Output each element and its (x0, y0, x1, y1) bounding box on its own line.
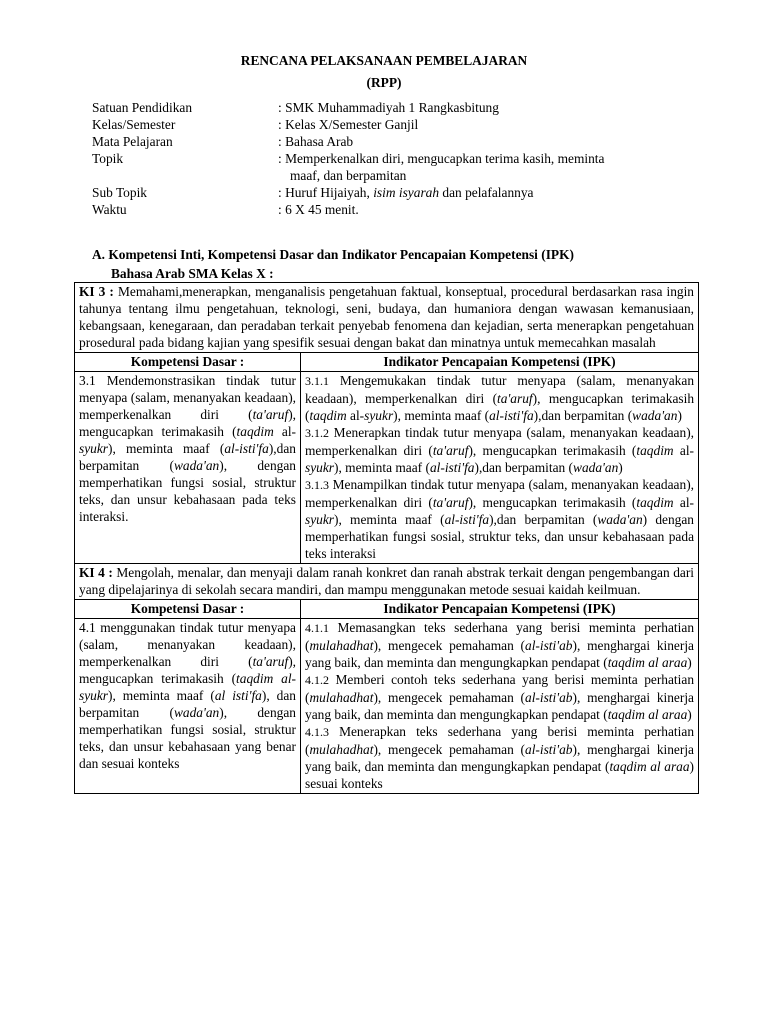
text-run: Mengemukakan tindak tutur menyapa (salam, menanyakan keadaan), memperkenalkan diri ( (305, 373, 695, 406)
text-run: ), mengucapkan terimakasih ( (79, 407, 296, 439)
italic-term: wada'an (173, 705, 220, 720)
text-run: ), dengan memperhatikan fungsi sosial, struktur teks, dan unsur kebahasaan pada teks interaksi. (79, 458, 296, 524)
italic-term: taqdim al araa (607, 707, 688, 722)
ki4-cell (75, 564, 699, 600)
italic-term: wada'an (632, 408, 678, 423)
info-value-continuation: maaf, dan berpamitan (290, 168, 407, 183)
ipk-item (305, 619, 694, 671)
info-value (278, 150, 712, 184)
text-run: ), dengan memperhatikan fungsi sosial, struktur teks, dan unsur kebahasaan yang benar dan sesuai konteks (79, 705, 296, 771)
text-run: ) (677, 408, 682, 423)
text-run: al- (673, 495, 694, 510)
italic-term: al-isti'fa (429, 460, 475, 475)
text-run: ), meminta maaf ( (334, 512, 445, 527)
info-value (278, 184, 712, 201)
kd3-cell (75, 372, 301, 564)
text-run: ),dan berpamitan ( (79, 441, 296, 473)
italic-term: taqdim al- syukr (79, 671, 296, 703)
document-subtitle: (RPP) (366, 75, 402, 90)
italic-term: mulahadhat (309, 690, 374, 705)
ipk-number: 4.1.1 (305, 621, 329, 635)
text-run: ), mengucapkan terimakasih ( (305, 391, 695, 423)
italic-term: syukr (305, 512, 335, 527)
text-run: ), meminta maaf ( (393, 408, 490, 423)
italic-term: taqdim (636, 443, 674, 458)
info-value-italic: isim isyarah (373, 185, 440, 200)
document-title: RENCANA PELAKSANAAN PEMBELAJARAN (240, 53, 528, 68)
ipk-header: Indikator Pencapaian Kompetensi (IPK) (301, 353, 699, 372)
text-run: ) sesuai konteks (305, 759, 695, 791)
italic-term: ta'aruf (252, 407, 289, 422)
info-label: Waktu (92, 202, 127, 217)
text-run: ), mengecek pemahaman ( (373, 690, 525, 705)
ipk-item (305, 671, 694, 723)
italic-term: ta'aruf (497, 391, 533, 406)
italic-term: wada'an (597, 512, 643, 527)
kd-header: Kompetensi Dasar : (75, 600, 301, 619)
ipk-item (305, 424, 694, 476)
text-run: ), menghargai kinerja yang baik, dan meminta dan mengungkapkan pendapat ( (305, 690, 695, 722)
italic-term: al-isti'fa (444, 512, 490, 527)
info-label: Satuan Pendidikan (92, 100, 193, 115)
info-label: Mata Pelajaran (92, 134, 173, 149)
header-row (75, 600, 699, 619)
kd3-row (75, 372, 699, 564)
ipk-item (305, 723, 694, 792)
ipk3-cell (301, 372, 699, 564)
section-a-heading: A. Kompetensi Inti, Kompetensi Dasar dan Indikator Pencapaian Kompetensi (IPK) (92, 247, 574, 262)
text-run: al- (346, 408, 365, 423)
identity-block (92, 99, 712, 218)
competency-table (74, 282, 699, 794)
text-run: ), meminta maaf ( (108, 688, 215, 703)
italic-term: al isti'fa (214, 688, 262, 703)
info-row (92, 201, 712, 218)
text-run: al- (273, 424, 296, 439)
text-run: 4.1 menggunakan tindak tutur menyapa (salam, menanyakan keadaan), memperkenalkan diri ( (79, 620, 296, 669)
text-run: Memberi contoh teks sederhana yang berisi meminta perhatian ( (305, 672, 695, 705)
italic-term: syukr (79, 441, 109, 456)
text-run: ), menghargai kinerja yang baik, dan meminta dan mengungkapkan pendapat ( (305, 742, 695, 774)
ki3-text: Memahami,menerapkan, menganalisis pengetahuan faktual, konseptual, procedural berdasarkan rasa ingin tahunya tentang ilmu pengetahuan, teknologi, seni, budaya, dan humaniora dengan wawasan kemanusiaan, kebangsaan, kenegaraan, dan peradaban terkait penyebab fenomena dan kejadian, serta menerapkan pengetahuan prosedural pada bidang kajian yang spesifik sesuai dengan bakat dan minatnya untuk memecahkan masalah (79, 284, 695, 350)
text-run: ), mengucapkan terimakasih ( (79, 654, 296, 686)
ipk-number: 4.1.2 (305, 673, 329, 687)
ki3-label: KI 3 : (79, 284, 114, 299)
info-value: : Bahasa Arab (278, 134, 354, 149)
ki4-text: Mengolah, menalar, dan menyaji dalam ranah konkret dan ranah abstrak terkait dengan pengembangan dari yang dipelajarinya di sekolah secara mandiri, dan mampu menggunakan metode sesuai kaidah keilmuan. (79, 565, 695, 597)
info-row (92, 99, 712, 116)
text-run: ), mengucapkan terimakasih ( (468, 443, 637, 458)
text-run: ), meminta maaf ( (334, 460, 430, 475)
info-value: : SMK Muhammadiyah 1 Rangkasbitung (278, 100, 499, 115)
ipk-header: Indikator Pencapaian Kompetensi (IPK) (301, 600, 699, 619)
info-label: Topik (92, 151, 124, 166)
ki3-row (75, 283, 699, 353)
text-run: ) dengan memperhatikan fungsi sosial, struktur teks, dan unsur kebahasaan pada teks interaksi (305, 512, 695, 561)
text-run: ), mengucapkan terimakasih ( (468, 495, 637, 510)
text-run: ) (687, 707, 692, 722)
text-run: ),dan berpamitan ( (489, 512, 598, 527)
text-run: Menerapkan teks sederhana yang berisi meminta perhatian ( (305, 724, 695, 757)
italic-term: wada'an (573, 460, 619, 475)
italic-term: syukr (364, 408, 394, 423)
info-row (92, 150, 712, 184)
text-run: ), dan berpamitan ( (79, 688, 296, 720)
italic-term: taqdim al araa (607, 655, 688, 670)
ipk-number: 3.1.1 (305, 374, 329, 388)
italic-term: wada'an (173, 458, 220, 473)
kd4-row (75, 619, 699, 794)
ipk-item (305, 476, 694, 562)
italic-term: al-isti'fa (224, 441, 269, 456)
italic-term: mulahadhat (309, 742, 374, 757)
italic-term: al-isti'ab (525, 690, 573, 705)
text-run: al- (673, 443, 694, 458)
ki4-label: KI 4 : (79, 565, 113, 580)
ki3-cell (75, 283, 699, 353)
section-a-subheading: Bahasa Arab SMA Kelas X : (111, 266, 274, 281)
ipk4-cell (301, 619, 699, 794)
italic-term: ta'aruf (252, 654, 289, 669)
info-value-part: : Huruf Hijaiyah, (278, 185, 374, 200)
ki4-row (75, 564, 699, 600)
kd-header: Kompetensi Dasar : (75, 353, 301, 372)
info-row (92, 184, 712, 201)
italic-term: ta'aruf (432, 443, 469, 458)
italic-term: taqdim (236, 424, 274, 439)
kd4-cell (75, 619, 301, 794)
text-run: ), meminta maaf ( (108, 441, 225, 456)
info-value: : Kelas X/Semester Ganjil (278, 117, 419, 132)
italic-term: taqdim (636, 495, 674, 510)
info-value-part: dan pelafalannya (439, 185, 534, 200)
text-run: ),dan berpamitan ( (474, 460, 574, 475)
text-run: ) (687, 655, 692, 670)
italic-term: mulahadhat (309, 638, 374, 653)
italic-term: syukr (305, 460, 335, 475)
italic-term: al-isti'ab (525, 638, 573, 653)
italic-term: taqdim al araa (609, 759, 690, 774)
text-run: ) (618, 460, 623, 475)
text-run: 3.1 Mendemonstrasikan tindak tutur menyapa (salam, menanyakan keadaan), memperkenalkan diri ( (79, 373, 296, 422)
italic-term: taqdim (309, 408, 347, 423)
text-run: ), menghargai kinerja yang baik, dan meminta dan mengungkapkan pendapat ( (305, 638, 695, 670)
info-value: : 6 X 45 menit. (278, 202, 359, 217)
text-run: Menampilkan tindak tutur menyapa (salam, menanyakan keadaan), memperkenalkan diri ( (305, 477, 695, 510)
info-row (92, 133, 712, 150)
info-value-line: : Memperkenalkan diri, mengucapkan terima kasih, meminta (278, 151, 605, 166)
info-label: Sub Topik (92, 185, 147, 200)
ipk-number: 3.1.3 (305, 478, 329, 492)
text-run: ), mengecek pemahaman ( (373, 638, 525, 653)
header-row (75, 353, 699, 372)
text-run: Menerapkan tindak tutur menyapa (salam, menanyakan keadaan), memperkenalkan diri ( (305, 425, 695, 458)
text-run: ),dan berpamitan ( (533, 408, 633, 423)
text-run: ), mengecek pemahaman ( (373, 742, 525, 757)
info-row (92, 116, 712, 133)
text-run: Memasangkan teks sederhana yang berisi meminta perhatian ( (305, 620, 695, 653)
info-label: Kelas/Semester (92, 117, 176, 132)
italic-term: al-isti'ab (525, 742, 573, 757)
italic-term: ta'aruf (432, 495, 469, 510)
italic-term: al-isti'fa (489, 408, 534, 423)
ipk-item (305, 372, 694, 424)
ipk-number: 3.1.2 (305, 426, 329, 440)
ipk-number: 4.1.3 (305, 725, 329, 739)
